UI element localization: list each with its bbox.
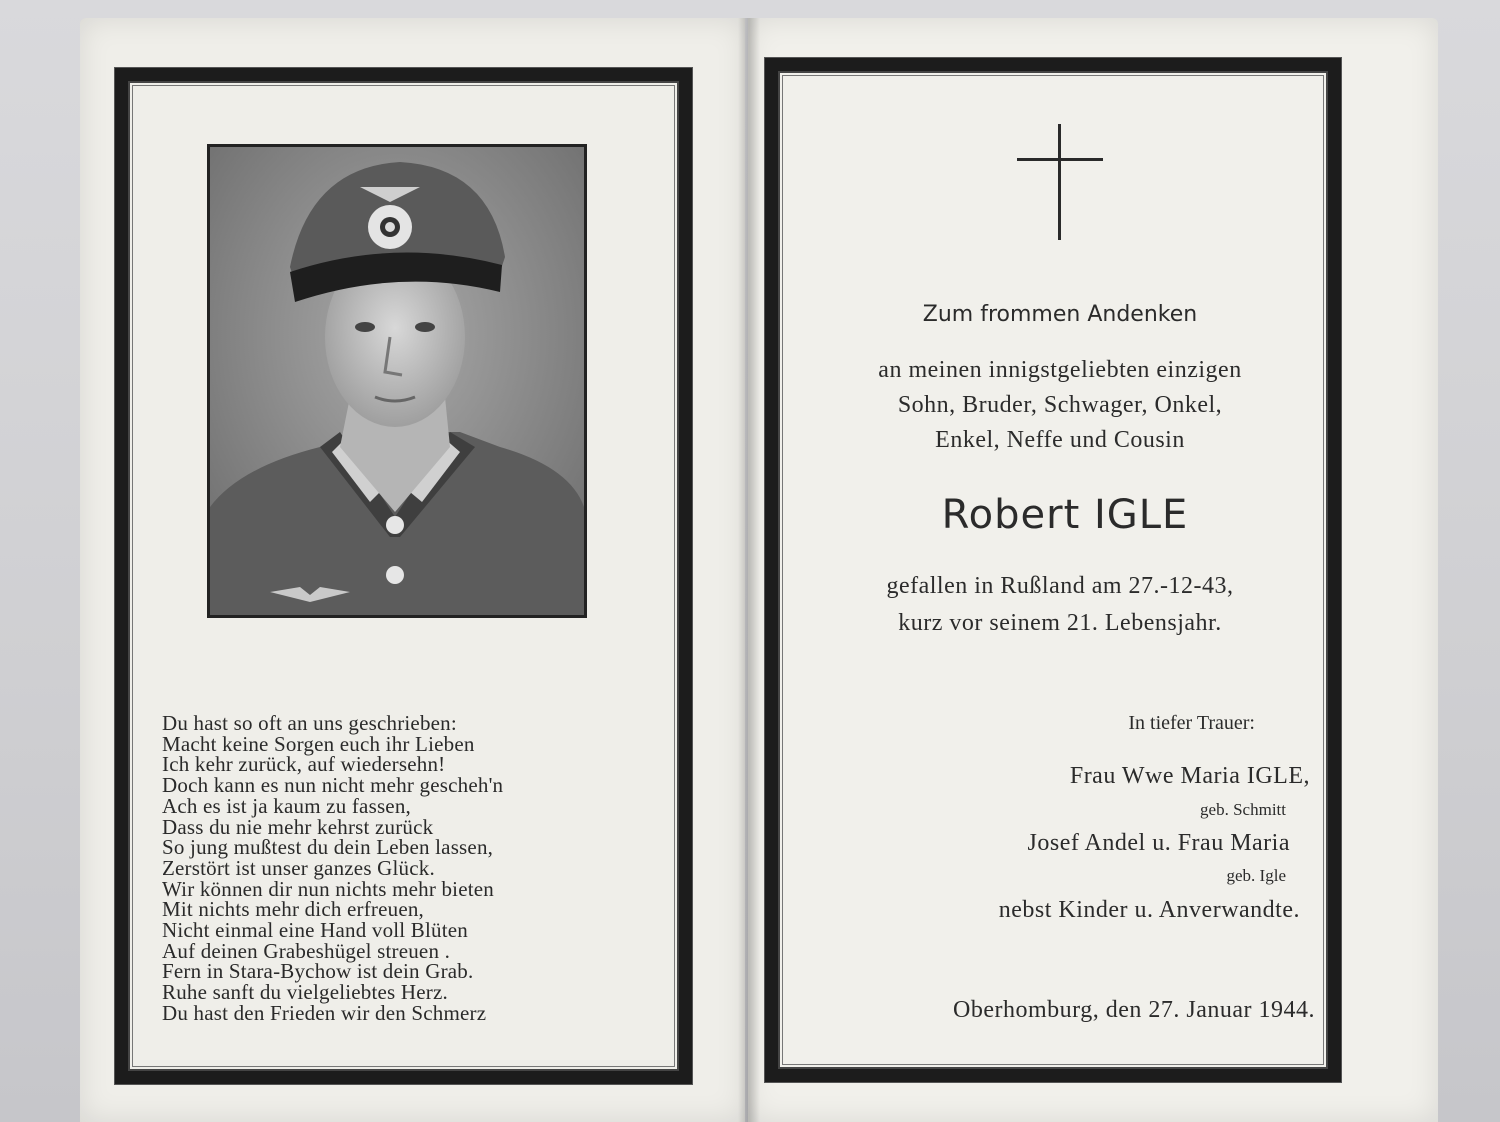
- dedication-line: an meinen innigstgeliebten einzigen: [878, 357, 1242, 383]
- mourning-heading: In tiefer Trauer:: [1128, 712, 1255, 734]
- poem-line: Ach es ist ja kaum zu fassen,: [162, 793, 411, 818]
- poem-line: Du hast so oft an uns geschrieben:: [162, 711, 457, 735]
- poem-line: Auf deinen Grabeshügel streuen .: [162, 938, 451, 963]
- deceased-name: Robert IGLE: [941, 492, 1189, 538]
- poem-line: Mit nichts mehr dich erfreuen,: [162, 897, 424, 922]
- memorial-heading: Zum frommen Andenken: [922, 302, 1198, 327]
- poem-line: Dass du nie mehr kehrst zurück: [162, 814, 434, 839]
- dedication-line: Enkel, Neffe und Cousin: [935, 427, 1185, 453]
- place-date: Oberhomburg, den 27. Januar 1944.: [953, 997, 1315, 1023]
- mourner-line: geb. Schmitt: [1200, 800, 1286, 819]
- poem-line: Wir können dir nun nichts mehr bieten: [162, 876, 494, 901]
- poem-line: Ruhe sanft du vielgeliebtes Herz.: [162, 980, 448, 1005]
- poem-line: Ich kehr zurück, auf wiedersehn!: [162, 752, 446, 777]
- dedication-text: [790, 353, 1330, 458]
- mourner-line: Frau Wwe Maria IGLE,: [1069, 763, 1310, 789]
- poem-line: Du hast den Frieden wir den Schmerz: [162, 1000, 487, 1025]
- death-line: gefallen in Rußland am 27.-12-43,: [886, 573, 1234, 599]
- cross-icon: [1017, 124, 1103, 240]
- poem-line: Nicht einmal eine Hand voll Blüten: [162, 918, 468, 943]
- poem-line: So jung mußtest du dein Leben lassen,: [162, 835, 494, 860]
- poem-line: Fern in Stara-Bychow ist dein Grab.: [162, 959, 474, 984]
- mourner-line: geb. Igle: [1226, 866, 1286, 885]
- mourner-line: nebst Kinder u. Anverwandte.: [998, 897, 1300, 923]
- memorial-poem: [162, 713, 642, 1024]
- mourner-line: Josef Andel u. Frau Maria: [1027, 830, 1290, 856]
- death-line: kurz vor seinem 21. Lebensjahr.: [898, 610, 1222, 636]
- soldier-portrait: [207, 144, 587, 618]
- poem-line: Zerstört ist unser ganzes Glück.: [162, 855, 435, 880]
- death-details: [790, 568, 1330, 642]
- poem-line: Macht keine Sorgen euch ihr Lieben: [162, 731, 475, 756]
- poem-line: Doch kann es nun nicht mehr gescheh'n: [162, 773, 504, 798]
- book-gutter: [738, 18, 760, 1122]
- dedication-line: Sohn, Bruder, Schwager, Onkel,: [897, 392, 1223, 418]
